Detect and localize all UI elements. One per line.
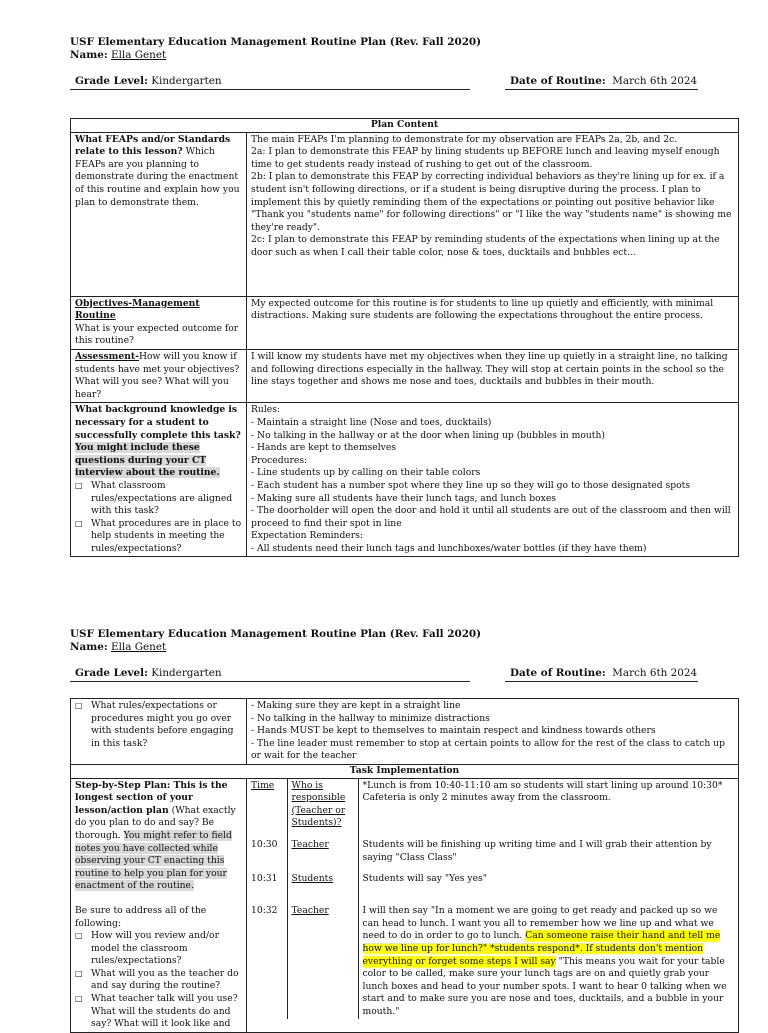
- date-underline: [505, 681, 698, 682]
- objectives-question: [71, 296, 247, 349]
- checkbox-bullet-icon: □: [75, 518, 83, 528]
- feaps-line: The main FEAPs I'm planning to demonstrate for my observation are FEAPs 2a, 2b, and 2c.: [251, 133, 678, 145]
- grade-label: Grade Level:: [75, 667, 148, 679]
- bullet-text: How will you review and/or model the classroom rules/expectations?: [91, 930, 219, 967]
- step-who-text: Students: [291, 873, 334, 885]
- table-row: [247, 903, 738, 1019]
- step-time: 10:32: [247, 903, 287, 1019]
- date-value: March 6th 2024: [612, 667, 698, 679]
- rules-question: [71, 699, 247, 765]
- bullet-text: What classroom rules/expectations are aligned with this task?: [91, 479, 233, 517]
- rules-line: - Line students up by calling on their table colors: [251, 467, 481, 479]
- time-header-text: Time: [251, 779, 275, 791]
- step-desc: Students will be finishing up writing time and I will grab their attention by saying "Class Class": [362, 838, 712, 863]
- objectives-answer: My expected outcome for this routine is for students to line up quietly and efficiently, with minimal distractions. Making sure students are following the expectations throughout the entire process.: [247, 296, 739, 349]
- rules-line: - Hands are kept to themselves: [251, 442, 397, 454]
- rules-answer: [247, 699, 739, 765]
- date-of-routine: [510, 667, 697, 680]
- bullet-text: What rules/expectations or procedures might you go over with students before engaging in this task?: [91, 700, 234, 749]
- bullet-text: What teacher talk will you use? What will the students do and say? What will it look like and: [91, 993, 238, 1030]
- who-header: [287, 779, 358, 831]
- feaps-line: 2c: I plan to demonstrate this FEAP by reminding students of the expectations when lining up at the door such as when I call their table color, nose & toes, ducktails and bubbles ect…: [251, 234, 720, 258]
- plan-content-table: [70, 118, 739, 557]
- rules-line: Rules:: [251, 404, 281, 416]
- feaps-line: 2a: I plan to demonstrate this FEAP by lining students up BEFORE lunch and leaving myself enough time to get students ready instead of rushing to get out of the classroom.: [251, 146, 720, 170]
- date-label: Date of Routine:: [510, 667, 606, 679]
- section-title: Plan Content: [71, 119, 739, 133]
- step-desc-highlight: Can someone raise their hand and tell me how we line up for lunch?" *students respond*. If students don't mention everything or forget some steps I will say: [362, 930, 721, 967]
- step-plan-question: [71, 778, 247, 1032]
- rules-line: - No talking in the hallway to minimize distractions: [251, 712, 490, 724]
- grade-level: [75, 75, 222, 88]
- checkbox-bullet-icon: □: [75, 931, 83, 941]
- step-desc: [358, 903, 738, 1019]
- grade-underline: [70, 89, 470, 90]
- objectives-heading: Objectives-Management Routine: [75, 297, 200, 322]
- checkbox-bullet-icon: □: [75, 480, 83, 490]
- step-who: [287, 865, 358, 903]
- name-label: Name:: [70, 641, 108, 653]
- objectives-prompt: What is your expected outcome for this routine?: [75, 322, 239, 347]
- name-line: [70, 49, 166, 62]
- step-plan-heading: Step-by-Step Plan: This is the longest section of your lesson/action plan: [75, 779, 228, 816]
- step-inner-table: [247, 779, 738, 1020]
- table-row: [71, 403, 739, 557]
- rules-line: - Making sure they are kept in a straight line: [251, 700, 461, 711]
- table-row: [71, 778, 739, 1032]
- table-row: [247, 865, 738, 903]
- grade-label: Grade Level:: [75, 75, 148, 87]
- list-item: [75, 700, 242, 750]
- background-answer: [247, 403, 739, 557]
- grade-level: [75, 667, 222, 680]
- table-row: [71, 699, 739, 765]
- grade-underline: [70, 681, 470, 682]
- rules-line: - Each student has a number spot where they line up so they will go to those designated spots: [251, 479, 691, 491]
- feaps-question: [71, 132, 247, 296]
- step-plan-answer: [247, 778, 739, 1032]
- task-implementation-table: [70, 698, 739, 1033]
- who-header-text: Who is responsible (Teacher or Students)?: [291, 779, 346, 829]
- list-item: [75, 930, 242, 968]
- step-who-text: Teacher: [291, 905, 329, 917]
- step-desc: Students will say "Yes yes": [362, 873, 488, 885]
- time-header: [247, 779, 287, 831]
- rules-line: - All students need their lunch tags and lunchboxes/water bottles (if they have them): [251, 542, 647, 554]
- checkbox-bullet-icon: □: [75, 701, 83, 710]
- rules-line: Procedures:: [251, 454, 308, 466]
- document-title: USF Elementary Education Management Routine Plan (Rev. Fall 2020): [70, 36, 482, 48]
- step-who-text: Teacher: [291, 838, 329, 850]
- feaps-question-bold: What FEAPs and/or Standards relate to this lesson?: [75, 133, 231, 158]
- table-row: [247, 779, 738, 831]
- rules-line: - Making sure all students have their lunch tags, and lunch boxes: [251, 492, 556, 504]
- bullet-text: What will you as the teacher do and say during the routine?: [91, 967, 239, 992]
- date-value: March 6th 2024: [612, 75, 698, 87]
- table-row: [71, 296, 739, 349]
- background-question: [71, 403, 247, 557]
- feaps-question-rest: Which FEAPs are you planning to demonstrate during the enactment of this routine and explain how you plan to demonstrate them.: [75, 146, 240, 208]
- feaps-line: 2b: I plan to demonstrate this FEAP by correcting individual behaviors as they're lining up for ex. if a student isn't following directions, or if a student is being disruptive during the process. I plan to implement this by quietly reminding them of the expectations or pointing out positive behavior like "Thank you "students name" for following directions" or "I like the way "students name" is showing me they're ready".: [251, 171, 732, 233]
- list-item: [75, 968, 242, 993]
- step-who: [287, 831, 358, 865]
- checkbox-bullet-icon: □: [75, 968, 83, 978]
- assessment-prompt: How will you know if students have met your objectives? What will you see? What will you hear?: [75, 350, 240, 400]
- date-of-routine: [510, 75, 697, 88]
- grade-value: Kindergarten: [151, 667, 222, 679]
- step-plan-prompt: (What exactly do you plan to do and say? Be thorough.: [75, 804, 236, 841]
- step-who: [287, 903, 358, 1019]
- step-time: 10:31: [247, 865, 287, 903]
- date-label: Date of Routine:: [510, 75, 606, 87]
- rules-line: - Maintain a straight line (Nose and toes, ducktails): [251, 416, 492, 428]
- list-item: [75, 518, 242, 556]
- assessment-question: [71, 349, 247, 402]
- name-line: [70, 641, 166, 654]
- grade-value: Kindergarten: [151, 75, 222, 87]
- list-item: [75, 480, 242, 518]
- step-plan-highlight: You might refer to field notes you have collected while observing your CT enacting this routine to help you plan for your enactment of the routine.: [75, 829, 232, 892]
- checkbox-bullet-icon: □: [75, 994, 83, 1004]
- rules-line: - The doorholder will open the door and hold it until all students are out of the classroom and then will proceed to find their spot in line: [251, 505, 731, 529]
- assessment-heading: Assessment-: [75, 350, 139, 362]
- rules-line: - The line leader must remember to stop at certain points to allow for the rest of the class to catch up or wait for the teacher: [251, 737, 725, 762]
- step-desc-part: "This means you wait for your table color to be called, make sure your lunch tags are on and quietly grab your lunch boxes and head to your number spots. I want to hear 0 talking when we start and to make sure you are nose and toes, ducktails, and a bubble in your mouth.": [362, 955, 727, 1017]
- address-note: Be sure to address all of the following:: [75, 904, 207, 929]
- list-item: [75, 993, 242, 1031]
- feaps-answer: [247, 132, 739, 296]
- rules-line: - No talking in the hallway or at the door when lining up (bubbles in mouth): [251, 429, 605, 441]
- name-value: Ella Genet: [110, 49, 167, 61]
- assessment-answer: I will know my students have met my objectives when they line up quietly in a straight line, no talking and following directions especially in the hallway. They will stop at certain points in the school so the line stays together and shows me nose and toes, ducktails and bubbles in their mouth.: [247, 349, 739, 402]
- background-highlight: You might include these questions during your CT interview about the routine.: [75, 442, 220, 479]
- step-time: 10:30: [247, 831, 287, 865]
- table-row: [71, 132, 739, 296]
- document-title: USF Elementary Education Management Routine Plan (Rev. Fall 2020): [70, 628, 482, 640]
- table-row: [71, 349, 739, 402]
- background-heading: What background knowledge is necessary for a student to successfully complete this task?: [75, 404, 241, 441]
- bullet-text: What procedures are in place to help students in meeting the rules/expectations?: [91, 517, 242, 554]
- intro-note: *Lunch is from 10:40-11:10 am so students will start lining up around 10:30* Cafeteria is only 2 minutes away from the classroom.: [362, 779, 723, 804]
- step-desc-part: I will then say "In a moment we are going to get ready and packed up so we can head to lunch. I want you all to remember how we line up and what we need to do in order to go to lunch.: [362, 905, 718, 942]
- rules-line: - Hands MUST be kept to themselves to maintain respect and kindness towards others: [251, 725, 656, 737]
- date-underline: [505, 89, 698, 90]
- section-title: Task Implementation: [71, 764, 739, 778]
- name-label: Name:: [70, 49, 108, 61]
- name-value: Ella Genet: [110, 641, 167, 653]
- rules-line: Expectation Reminders:: [251, 530, 363, 542]
- table-row: [247, 831, 738, 865]
